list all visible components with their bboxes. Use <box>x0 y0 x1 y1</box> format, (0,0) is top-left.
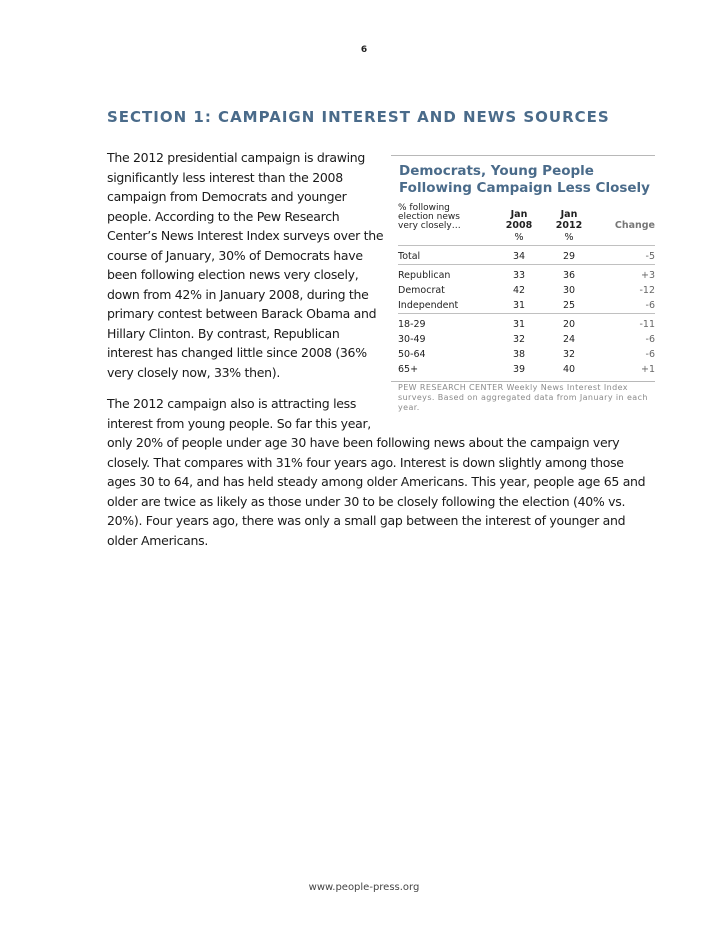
value-change: -6 <box>645 349 655 360</box>
value-2012: 20 <box>544 314 594 333</box>
value-2008: 38 <box>512 349 526 360</box>
value-2008: 33 <box>494 265 544 284</box>
value-2012: 30 <box>562 285 576 296</box>
value-2012: 24 <box>562 334 576 345</box>
row-label-header-line: % following <box>398 203 450 213</box>
text-line: 20%). Four years ago, there was only a small gap between the interest of younger and <box>107 513 626 528</box>
table-row <box>398 283 655 298</box>
row-label: 30-49 <box>398 334 426 345</box>
row-label-header-line: very closely… <box>398 221 461 231</box>
value-2008: 39 <box>512 364 526 375</box>
table-row <box>398 314 655 333</box>
text-line: very closely now, 33% then). <box>107 364 281 380</box>
table-title-line: Democrats, Young People <box>399 163 594 179</box>
text-line: down from 42% in January 2008, during the <box>107 286 369 302</box>
table-header-row <box>398 204 655 231</box>
row-label: 18-29 <box>398 314 494 333</box>
text-line: been following election news very closely, <box>107 267 359 282</box>
text-line: course of January, 30% of Democrats have <box>107 247 363 263</box>
text-line: Center’s News Interest Index surveys over the <box>107 228 384 243</box>
table-bottom-rule <box>391 381 655 382</box>
paragraph-1 <box>107 148 389 382</box>
text-line: PEW RESEARCH CENTER Weekly News Interest Index <box>398 383 628 392</box>
text-line: The 2012 campaign also is attracting less <box>107 396 357 411</box>
value-2012: 25 <box>562 300 576 311</box>
value-2008: 34 <box>494 246 544 265</box>
table-row <box>398 347 655 362</box>
col-header-jan-2012 <box>544 204 594 231</box>
value-2012: 36 <box>544 265 594 284</box>
row-label: Republican <box>398 265 494 284</box>
percent-row <box>398 231 655 246</box>
table-row <box>398 362 655 377</box>
col-header-line: 2008 <box>505 220 533 231</box>
text-line: older are twice as likely as those under 30 to be closely following the election (40% vs. <box>107 493 626 509</box>
text-line: closely. That compares with 31% four years ago. Interest is down slightly among those <box>107 454 624 470</box>
page-number: 6 <box>360 45 368 55</box>
table-row <box>398 265 655 284</box>
value-change: +1 <box>640 364 655 375</box>
row-label-header <box>398 204 494 231</box>
value-change: -5 <box>594 246 655 265</box>
paragraph-2-rest <box>107 433 667 550</box>
footer-url: www.people-press.org <box>308 882 420 893</box>
text-line: campaign from Democrats and younger <box>107 189 347 204</box>
row-label: Independent <box>398 300 459 311</box>
interest-table <box>398 204 655 377</box>
text-line: interest from young people. So far this year, <box>107 415 371 431</box>
text-line: Hillary Clinton. By contrast, Republican <box>107 325 340 341</box>
col-header-line: 2012 <box>555 220 583 231</box>
value-2012: 40 <box>562 364 576 375</box>
value-2008: 42 <box>512 285 526 296</box>
table-title <box>399 163 655 197</box>
value-2012: 29 <box>544 246 594 265</box>
col-header-line: Jan <box>560 209 578 220</box>
row-label: Total <box>398 246 494 265</box>
text-line: The 2012 presidential campaign is drawing <box>107 150 366 165</box>
source-note <box>398 383 650 413</box>
col-header-change: Change <box>614 220 655 231</box>
percent-row-label <box>398 231 494 246</box>
percent-sign: % <box>564 232 574 243</box>
value-2008: 31 <box>512 300 526 311</box>
value-2008: 31 <box>494 314 544 333</box>
col-header-line: Jan <box>510 209 528 220</box>
table-title-line: Following Campaign Less Closely <box>399 180 650 196</box>
text-line: surveys. Based on aggregated data from January in each <box>398 393 648 402</box>
text-line: primary contest between Barack Obama and <box>107 306 377 321</box>
section-title: SECTION 1: CAMPAIGN INTEREST AND NEWS SOURCES <box>107 108 610 126</box>
paragraph-2-top <box>107 394 389 433</box>
col-header-jan-2008 <box>494 204 544 231</box>
text-line: older Americans. <box>107 532 209 548</box>
table-top-rule <box>391 155 655 156</box>
value-change: -6 <box>645 334 655 345</box>
text-line: significantly less interest than the 2008 <box>107 169 343 185</box>
text-line: interest has changed little since 2008 (36% <box>107 345 367 360</box>
value-2012: 32 <box>562 349 576 360</box>
value-change: +3 <box>594 265 655 284</box>
row-label: 65+ <box>398 364 419 375</box>
row-label: Democrat <box>398 285 445 296</box>
percent-sign: % <box>514 232 524 243</box>
text-line: ages 30 to 64, and has held steady among older Americans. This year, people age 65 and <box>107 474 646 489</box>
value-2008: 32 <box>512 334 526 345</box>
row-label-header-line: election news <box>398 212 460 222</box>
value-change: -11 <box>594 314 655 333</box>
table-row <box>398 332 655 347</box>
data-table-box <box>391 155 655 382</box>
value-change: -12 <box>639 285 655 296</box>
text-line: people. According to the Pew Research <box>107 208 340 224</box>
text-line: only 20% of people under age 30 have been following news about the campaign very <box>107 435 620 450</box>
value-change: -6 <box>645 300 655 311</box>
table-row <box>398 298 655 314</box>
table-row <box>398 246 655 265</box>
percent-row-change <box>594 231 655 246</box>
row-label: 50-64 <box>398 349 426 360</box>
text-line: year. <box>398 403 420 412</box>
